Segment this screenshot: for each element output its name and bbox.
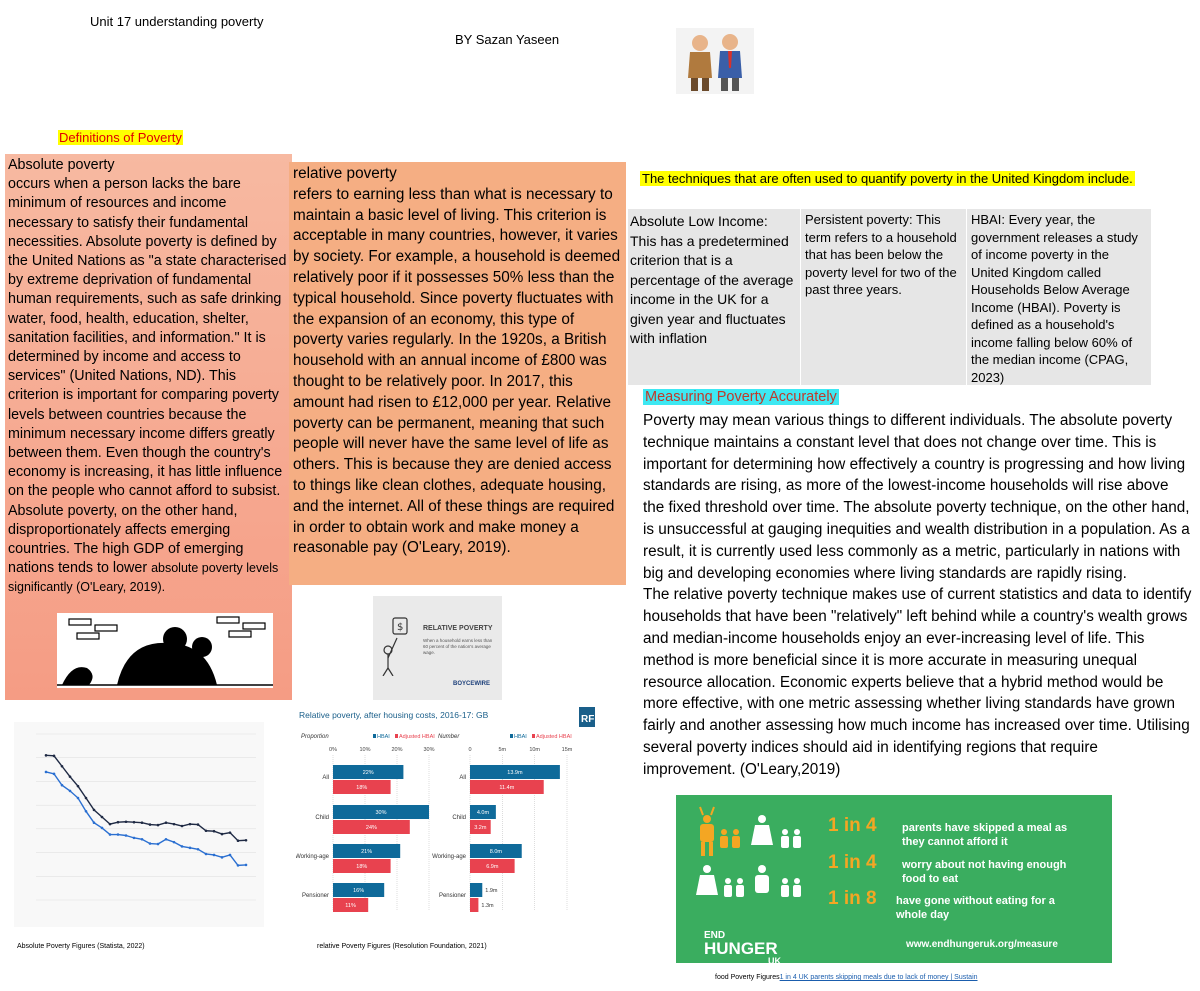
relative-poverty-card xyxy=(373,596,502,700)
logo-hunger: HUNGER xyxy=(704,939,778,958)
category-label: Pensioner xyxy=(301,893,329,899)
data-point xyxy=(157,843,160,846)
category-label: Working-age xyxy=(296,854,329,860)
data-point xyxy=(77,797,80,800)
legend-entry: Adjusted HBAI xyxy=(536,734,572,740)
data-point xyxy=(181,845,184,848)
category-label: All xyxy=(322,775,329,781)
technique-hbai xyxy=(967,209,1151,385)
relative-poverty-body: refers to earning less than what is necessary to maintain a basic level of living. This criterion is acceptable in many countries, however, it varies by society. For example, a household is deemed relatively poor if it possesses 50% less than the typical household. Since poverty fluctuates with the expansion of an economy, this type of poverty varies regularly. In the 1920s, a British household with an annual income of £800 was thought to be relatively poor. In 2017, this amount had risen to £12,000 per year. Relative poverty can be permanent, meaning that such people will never have the same level of life as others. This is because they are denied access to things like clean clothes, adequate housing, and the internet. All of these things are required in order to obtain work and make money a reasonable pay (O'Leary, 2019). xyxy=(293,185,621,557)
data-label: 13.9m xyxy=(507,770,523,776)
absolute-poverty-chart xyxy=(14,722,264,927)
category-label: Pensioner xyxy=(438,893,466,899)
poverty-illustration xyxy=(57,613,273,688)
techniques-heading: The techniques that are often used to quantify poverty in the United Kingdom include. xyxy=(642,171,1133,186)
data-label: 24% xyxy=(365,825,377,831)
page-title: Unit 17 understanding poverty xyxy=(90,14,264,29)
data-point xyxy=(149,823,152,826)
data-label: 21% xyxy=(361,849,373,855)
data-point xyxy=(109,833,112,836)
rf-badge-text: RF xyxy=(581,714,595,725)
stat-text: parents have skipped a meal as they cannot afford it xyxy=(902,822,1068,848)
data-point xyxy=(53,773,56,776)
absolute-poverty-body-small: absolute poverty levels significantly (O'Leary, 2019). xyxy=(8,561,279,595)
data-point xyxy=(189,847,192,850)
data-point xyxy=(101,827,104,830)
food-caption xyxy=(715,974,978,981)
absolute-poverty-title: Absolute poverty xyxy=(8,157,115,173)
data-point xyxy=(213,854,216,857)
tick-label: 5m xyxy=(498,747,507,753)
data-label: 16% xyxy=(353,888,365,894)
logo-end: END xyxy=(704,930,726,941)
data-point xyxy=(85,797,88,800)
data-point xyxy=(173,823,176,826)
data-point xyxy=(197,848,200,851)
tick-label: 20% xyxy=(391,747,403,753)
panel-label: Proportion xyxy=(301,734,329,740)
data-point xyxy=(117,833,120,836)
data-point xyxy=(205,829,208,832)
legend-swatch xyxy=(510,734,513,738)
technique-body: This has a predetermined criterion that is a percentage of the average income in the UK for a given year and fluctuates with inflation xyxy=(630,232,794,346)
data-point xyxy=(229,854,232,857)
tick-label: 15m xyxy=(561,747,573,753)
stat-value: 1 in 4 xyxy=(828,815,877,836)
data-label: 6.9m xyxy=(486,864,499,870)
category-label: Child xyxy=(315,815,329,821)
techniques-table xyxy=(628,209,1151,385)
data-point xyxy=(165,821,168,824)
legend-swatch xyxy=(532,734,535,738)
data-point xyxy=(133,837,136,840)
data-point xyxy=(69,790,72,793)
family-icons xyxy=(690,805,810,940)
food-caption-link[interactable]: 1 in 4 UK parents skipping meals due to lack of money | Sustain xyxy=(779,974,978,981)
data-label: 22% xyxy=(362,770,374,776)
data-label: 4.0m xyxy=(476,810,490,816)
legend-entry: HBAI xyxy=(514,734,527,740)
stat-value: 1 in 4 xyxy=(828,852,877,873)
food-caption-prefix: food Poverty Figures xyxy=(715,974,780,981)
data-label: 11% xyxy=(345,903,356,909)
measuring-paragraph-1: Poverty may mean various things to different individuals. The absolute poverty technique maintains a constant level that does not change over time. This is important for determining how effectively a country is progressing and how living standards are rising, as more of the lowest-income households will rise above the fixed threshold over time. The absolute poverty technique, on the other hand, is unsuccessful at gauging inequities and wealth distribution in a population. As a result, it is currently used less commonly as a metric, particularly in nations with big and developing economies where living standards are rapidly rising. xyxy=(643,412,1190,582)
data-point xyxy=(85,810,88,813)
stat-text: have gone without eating for a whole day xyxy=(896,895,1055,921)
data-point xyxy=(69,775,72,778)
data-point xyxy=(45,754,48,757)
data-point xyxy=(181,825,184,828)
chart-title: Relative poverty, after housing costs, 2016-17: GB xyxy=(299,710,489,720)
relative-chart-caption: relative Poverty Figures (Resolution Foundation, 2021) xyxy=(317,943,487,950)
data-label: 18% xyxy=(356,864,368,870)
data-point xyxy=(189,823,192,826)
boycewire-logo: BOYCEWIRE xyxy=(453,681,491,687)
relative-card-body: When a household earns less than 60 percent of the nation's average wage. xyxy=(423,638,493,655)
stat-text: worry about not having enough food to eat xyxy=(902,859,1067,885)
category-label: Child xyxy=(452,815,466,821)
bar-chart-svg xyxy=(296,705,598,937)
legend-swatch xyxy=(373,734,376,738)
data-point xyxy=(101,816,104,819)
bar xyxy=(470,898,478,912)
legend-swatch xyxy=(395,734,398,738)
data-point xyxy=(165,838,168,841)
data-point xyxy=(117,821,120,824)
data-label: 3.2m xyxy=(474,825,487,831)
relative-poverty-chart xyxy=(296,705,598,937)
end-hunger-logo xyxy=(704,931,781,966)
data-point xyxy=(53,755,56,758)
data-point xyxy=(45,771,48,774)
author-line: BY Sazan Yaseen xyxy=(455,32,560,47)
relative-card-title: RELATIVE POVERTY xyxy=(423,625,493,632)
category-label: Working-age xyxy=(432,854,466,860)
end-hunger-url: www.endhungeruk.org/measure xyxy=(906,939,1058,950)
data-point xyxy=(213,830,216,833)
data-point xyxy=(125,834,128,837)
data-point xyxy=(133,821,136,824)
series-line xyxy=(46,772,246,865)
logo-uk: UK xyxy=(768,956,781,966)
legend-entry: HBAI xyxy=(377,734,390,740)
data-point xyxy=(93,809,96,812)
data-point xyxy=(109,823,112,826)
end-hunger-panel xyxy=(676,795,1112,966)
data-point xyxy=(221,856,224,859)
category-label: All xyxy=(459,775,466,781)
data-point xyxy=(173,841,176,844)
data-point xyxy=(141,821,144,824)
data-point xyxy=(221,833,224,836)
data-point xyxy=(77,785,80,788)
bar xyxy=(470,883,482,897)
data-point xyxy=(61,784,64,787)
measuring-heading: Measuring Poverty Accurately xyxy=(645,389,837,405)
data-point xyxy=(237,839,240,842)
person-money-icon xyxy=(379,616,409,676)
technique-title: Absolute Low Income: xyxy=(630,213,768,229)
measuring-paragraph-2: The relative poverty technique makes use of current statistics and data to identify households that have been "relatively" left behind while a country's wealth grows and median-income households enjoy an ever-increasing level of life. This method is more beneficial since it is more accurate in measuring unequal resource allocation. Economic experts believe that a hybrid method would be more effective, with one metric assessing whether living standards have grown fairly and another assessing how much income has increased over time. Utilising several poverty indices should aid in identifying regions that require improvement. (O'Leary,2019) xyxy=(643,586,1192,778)
data-label: 8.0m xyxy=(489,849,502,855)
technique-body: HBAI: Every year, the government releases a study of income poverty in the United Kingdom called Households Below Average Income (HBAI). Poverty is defined as a household's income falling below 60% of the median income (CPAG, 2023) xyxy=(971,212,1138,385)
legend-entry: Adjusted HBAI xyxy=(399,734,435,740)
tick-label: 10% xyxy=(359,747,371,753)
data-point xyxy=(141,838,144,841)
tick-label: 0% xyxy=(329,747,337,753)
data-point xyxy=(229,831,232,834)
panel-label: Number xyxy=(438,734,460,740)
data-label: 30% xyxy=(375,810,387,816)
data-label: 18% xyxy=(356,785,368,791)
absolute-chart-caption: Absolute Poverty Figures (Statista, 2022) xyxy=(17,943,145,950)
data-point xyxy=(157,824,160,827)
stat-value: 1 in 8 xyxy=(828,888,877,909)
tick-label: 30% xyxy=(423,747,435,753)
data-point xyxy=(245,839,248,842)
data-point xyxy=(149,842,152,845)
data-label: 1.3m xyxy=(481,903,494,909)
tick-label: 0 xyxy=(468,747,472,753)
data-point xyxy=(93,821,96,824)
data-label: 11.4m xyxy=(499,785,515,791)
relative-poverty-title: relative poverty xyxy=(293,165,397,182)
data-point xyxy=(205,853,208,856)
series-line xyxy=(46,755,246,840)
absolute-poverty-box xyxy=(5,154,292,700)
technique-absolute-low-income xyxy=(628,209,801,385)
relative-poverty-box xyxy=(289,162,626,585)
absolute-poverty-body: occurs when a person lacks the bare minimum of resources and income necessary to satisfy their fundamental necessities. Absolute poverty is defined by the United Nations as "a state characterised by extreme deprivation of fundamental human requirements, such as safe drinking water, food, health, education, shelter, sanitation facilities, and information." It is determined by income and access to services" (United Nations, ND). This criterion is important for comparing poverty levels between countries because the minimum necessary income differs greatly between them. Even though the country's economy is increasing, it has little influence on the people who cannot afford to subsist. Absolute poverty, on the other hand, disproportionately affects emerging countries. The high GDP of emerging nations tends to lower xyxy=(8,176,287,577)
tick-label: 10m xyxy=(529,747,541,753)
svg-text:$: $ xyxy=(397,622,404,633)
technique-persistent-poverty xyxy=(801,209,967,385)
data-point xyxy=(125,820,128,823)
line-chart-svg xyxy=(14,722,264,927)
data-label: 1.9m xyxy=(485,888,498,894)
data-point xyxy=(237,864,240,867)
data-point xyxy=(61,765,64,768)
data-point xyxy=(197,823,200,826)
measuring-body xyxy=(643,410,1193,781)
data-point xyxy=(245,864,248,867)
technique-body: Persistent poverty: This term refers to a household that has been below the poverty level for two of the past three years. xyxy=(805,212,957,297)
businessmen-illustration xyxy=(676,28,754,94)
definitions-heading: Definitions of Poverty xyxy=(59,130,182,145)
